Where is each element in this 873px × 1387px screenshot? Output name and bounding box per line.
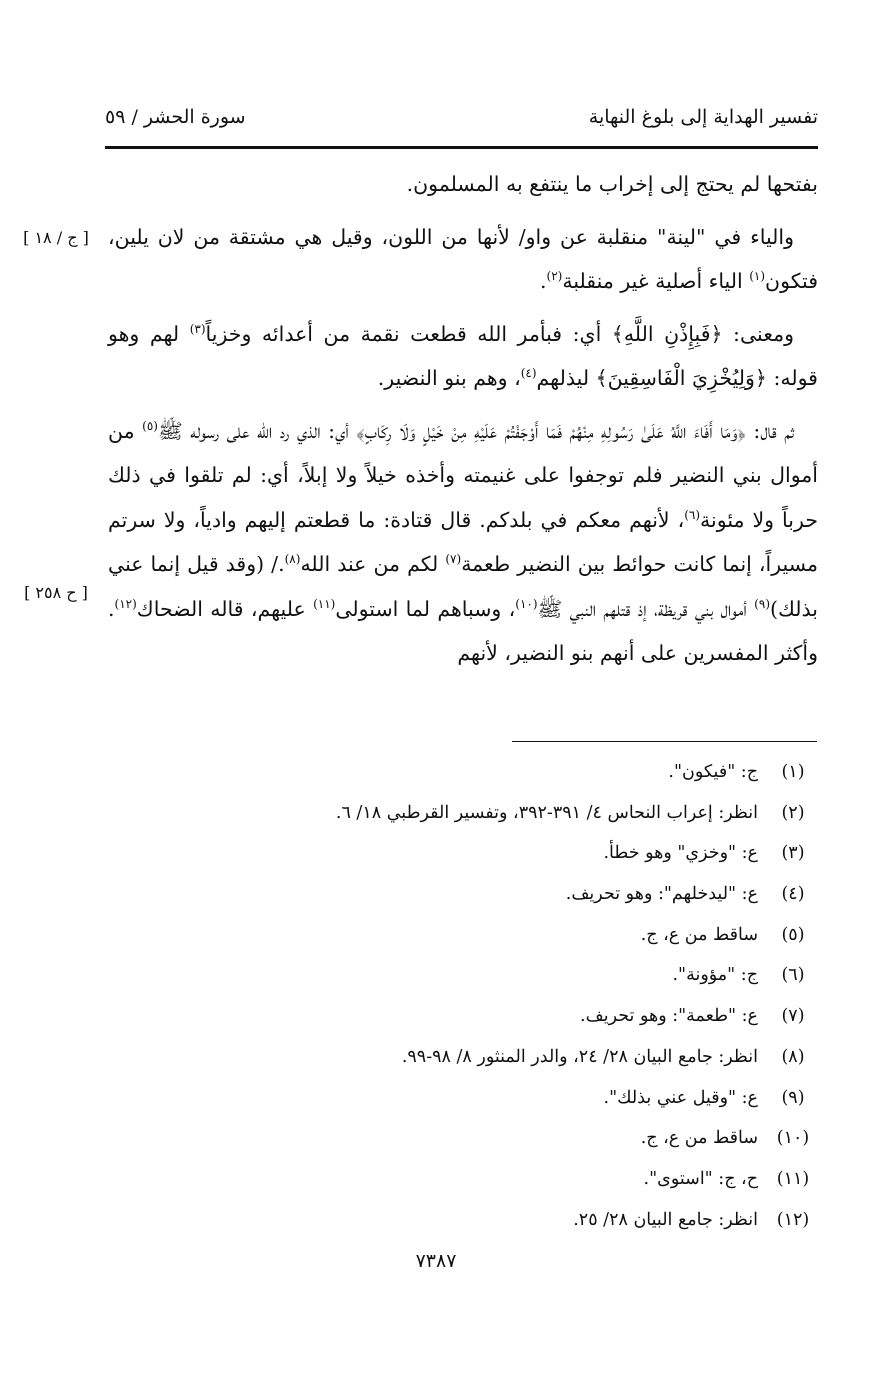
- footnote-ref-7[interactable]: (٧): [445, 552, 462, 567]
- paragraph-4-text-b: من أموال بني النضير فلم توجفوا على غنيمته وأخذه خيلاً ولا إبلاً، أي: لم تلقوا في ذلك حرباً ولا مئونة: [108, 418, 818, 532]
- paragraph-4-text-a: ثم قال: ﴿وَمَا أَفَاءَ اللَّهُ عَلَىٰ رَسُولِهِ مِنْهُمْ فَمَا أَوْجَفْتُمْ عَلَيْهِ مِنْ خَيْلٍ وَلَا رِكَابٍ﴾ أي: الذي رد الله على رسوله ﷺ: [157, 418, 794, 443]
- paragraph-2: [108, 215, 818, 304]
- footnote-number: (١): [781, 762, 805, 782]
- footnote-number: (١٠): [776, 1128, 810, 1149]
- footnote-number: (٩): [781, 1087, 805, 1108]
- margin-note-volume: [ ج / ١٨ ]: [23, 228, 89, 247]
- footnote-text: ع: "طعمة": وهو تحريف.: [580, 1006, 758, 1027]
- paragraph-4-text-c: ، لأنهم معكم في بلدكم. قال قتادة: ما قطعتم إليهم وادياً، ولا سرتم مسيراً، إنما كانت حوائط بين النضير طعمة: [108, 507, 818, 576]
- footnote-text: انظر: جامع البيان ٢٨/ ٢٥.: [573, 1209, 758, 1230]
- margin-note-manuscript: [ ح ٢٥٨ ]: [24, 583, 88, 602]
- paragraph-3: [108, 312, 818, 401]
- book-title: تفسير الهداية إلى بلوغ النهاية: [588, 106, 818, 128]
- footnote-text: ع: "ليدخلهم": وهو تحريف.: [565, 884, 758, 905]
- footnote-item: [108, 1210, 818, 1251]
- footnote-separator: [512, 741, 817, 742]
- footnote-text: انظر: جامع البيان ٢٨/ ٢٤، والدر المنثور ٨/ ٩٨-٩٩.: [401, 1046, 758, 1067]
- footnote-ref-2[interactable]: (٢): [546, 269, 563, 284]
- footnote-item: [108, 1128, 818, 1169]
- footnote-text: ج: "مؤونة".: [672, 965, 758, 986]
- paragraph-3-text-a: ومعنى: ﴿فَبِإِذْنِ اللَّهِ﴾ أي: فبأمر الله قطعت نقمة من أعدائه وخزياً: [205, 321, 794, 346]
- footnote-ref-4[interactable]: (٤): [520, 366, 537, 381]
- footnote-number: (٣): [781, 843, 805, 864]
- paragraph-4-text-g: ، وسباهم لما استولى: [335, 596, 516, 621]
- footnote-ref-9[interactable]: (٩): [754, 596, 770, 611]
- footnote-item: [108, 1047, 818, 1088]
- page-number: ٧٣٨٧: [415, 1250, 457, 1272]
- footnote-ref-10[interactable]: (١٠): [515, 596, 538, 611]
- paragraph-1: [108, 162, 818, 207]
- footnote-number: (٢): [781, 802, 805, 823]
- paragraph-3-text-c: ، وهم بنو النضير.: [377, 366, 521, 390]
- footnote-text: ع: "وقيل عني بذلك".: [603, 1087, 758, 1108]
- paragraph-1-text: بفتحها لم يحتج إلى إخراب ما ينتفع به المسلمون.: [406, 172, 818, 196]
- paragraph-4-text-d: لكم من عند الله: [300, 552, 446, 576]
- footnote-text: ساقط من ع، ج.: [640, 924, 758, 945]
- body-text: [108, 162, 818, 676]
- footnote-text: ح، ج: "استوى".: [643, 1168, 758, 1189]
- footnote-number: (٧): [781, 1006, 805, 1027]
- footnote-text: ج: "فيكون".: [668, 762, 758, 782]
- paragraph-2-text-a: والياء في "لينة" منقلبة عن واو/ لأنها من اللون، وقيل هي مشتقة من لان يلين، فتكون: [108, 224, 818, 293]
- running-header: [105, 100, 818, 144]
- footnote-ref-8[interactable]: (٨): [284, 552, 301, 567]
- footnote-text: ع: "وخزي" وهو خطأ.: [603, 843, 758, 864]
- paragraph-3-text-b: لهم وهو قوله: ﴿وَلِيُخْزِيَ الْفَاسِقِينَ﴾ ليذلهم: [108, 321, 818, 390]
- paragraph-4: [108, 409, 818, 676]
- footnote-number: (٨): [781, 1046, 805, 1067]
- paragraph-4-text-f: أموال بني قريظة، إذ قتلهم النبي ﷺ: [537, 596, 755, 621]
- footnote-item: [108, 1006, 818, 1047]
- paragraph-4-text-h: عليهم، قاله الضحاك: [136, 596, 314, 621]
- footnote-number: (٦): [781, 965, 805, 986]
- footnote-item: [108, 884, 818, 925]
- paragraph-2-text-c: .: [539, 269, 547, 293]
- footnotes-list: [108, 762, 818, 1250]
- footnote-text: ساقط من ع، ج.: [640, 1128, 758, 1149]
- footnote-text: انظر: إعراب النحاس ٤/ ٣٩١-٣٩٢، وتفسير القرطبي ١٨/ ٦.: [335, 802, 758, 823]
- paragraph-4-text-e: ./ (وقد قيل إنما عني بذلك): [108, 552, 818, 621]
- footnote-ref-3[interactable]: (٣): [189, 321, 206, 336]
- footnote-number: (٤): [781, 884, 805, 905]
- footnote-item: [108, 965, 818, 1006]
- footnote-item: [108, 762, 818, 803]
- footnote-item: [108, 843, 818, 884]
- footnote-item: [108, 1169, 818, 1210]
- footnote-item: [108, 1088, 818, 1129]
- footnote-item: [108, 925, 818, 966]
- footnote-number: (٥): [781, 924, 805, 945]
- footnote-ref-11[interactable]: (١١): [313, 596, 336, 611]
- paragraph-2-text-b: الياء أصلية غير منقلبة: [562, 269, 750, 293]
- paragraph-4-text-i: . وأكثر المفسرين على أنهم بنو النضير، لأنهم: [108, 596, 818, 665]
- footnote-ref-6[interactable]: (٦): [684, 507, 701, 522]
- footnote-number: (١٢): [776, 1209, 810, 1230]
- header-rule: [105, 146, 818, 149]
- footnote-ref-12[interactable]: (١٢): [114, 596, 137, 611]
- footnote-number: (١١): [776, 1168, 810, 1189]
- footnote-ref-5[interactable]: (٥): [142, 418, 158, 433]
- surah-page-label: سورة الحشر / ٥٩: [105, 106, 246, 128]
- footnote-ref-1[interactable]: (١): [749, 269, 766, 284]
- footnote-item: [108, 803, 818, 844]
